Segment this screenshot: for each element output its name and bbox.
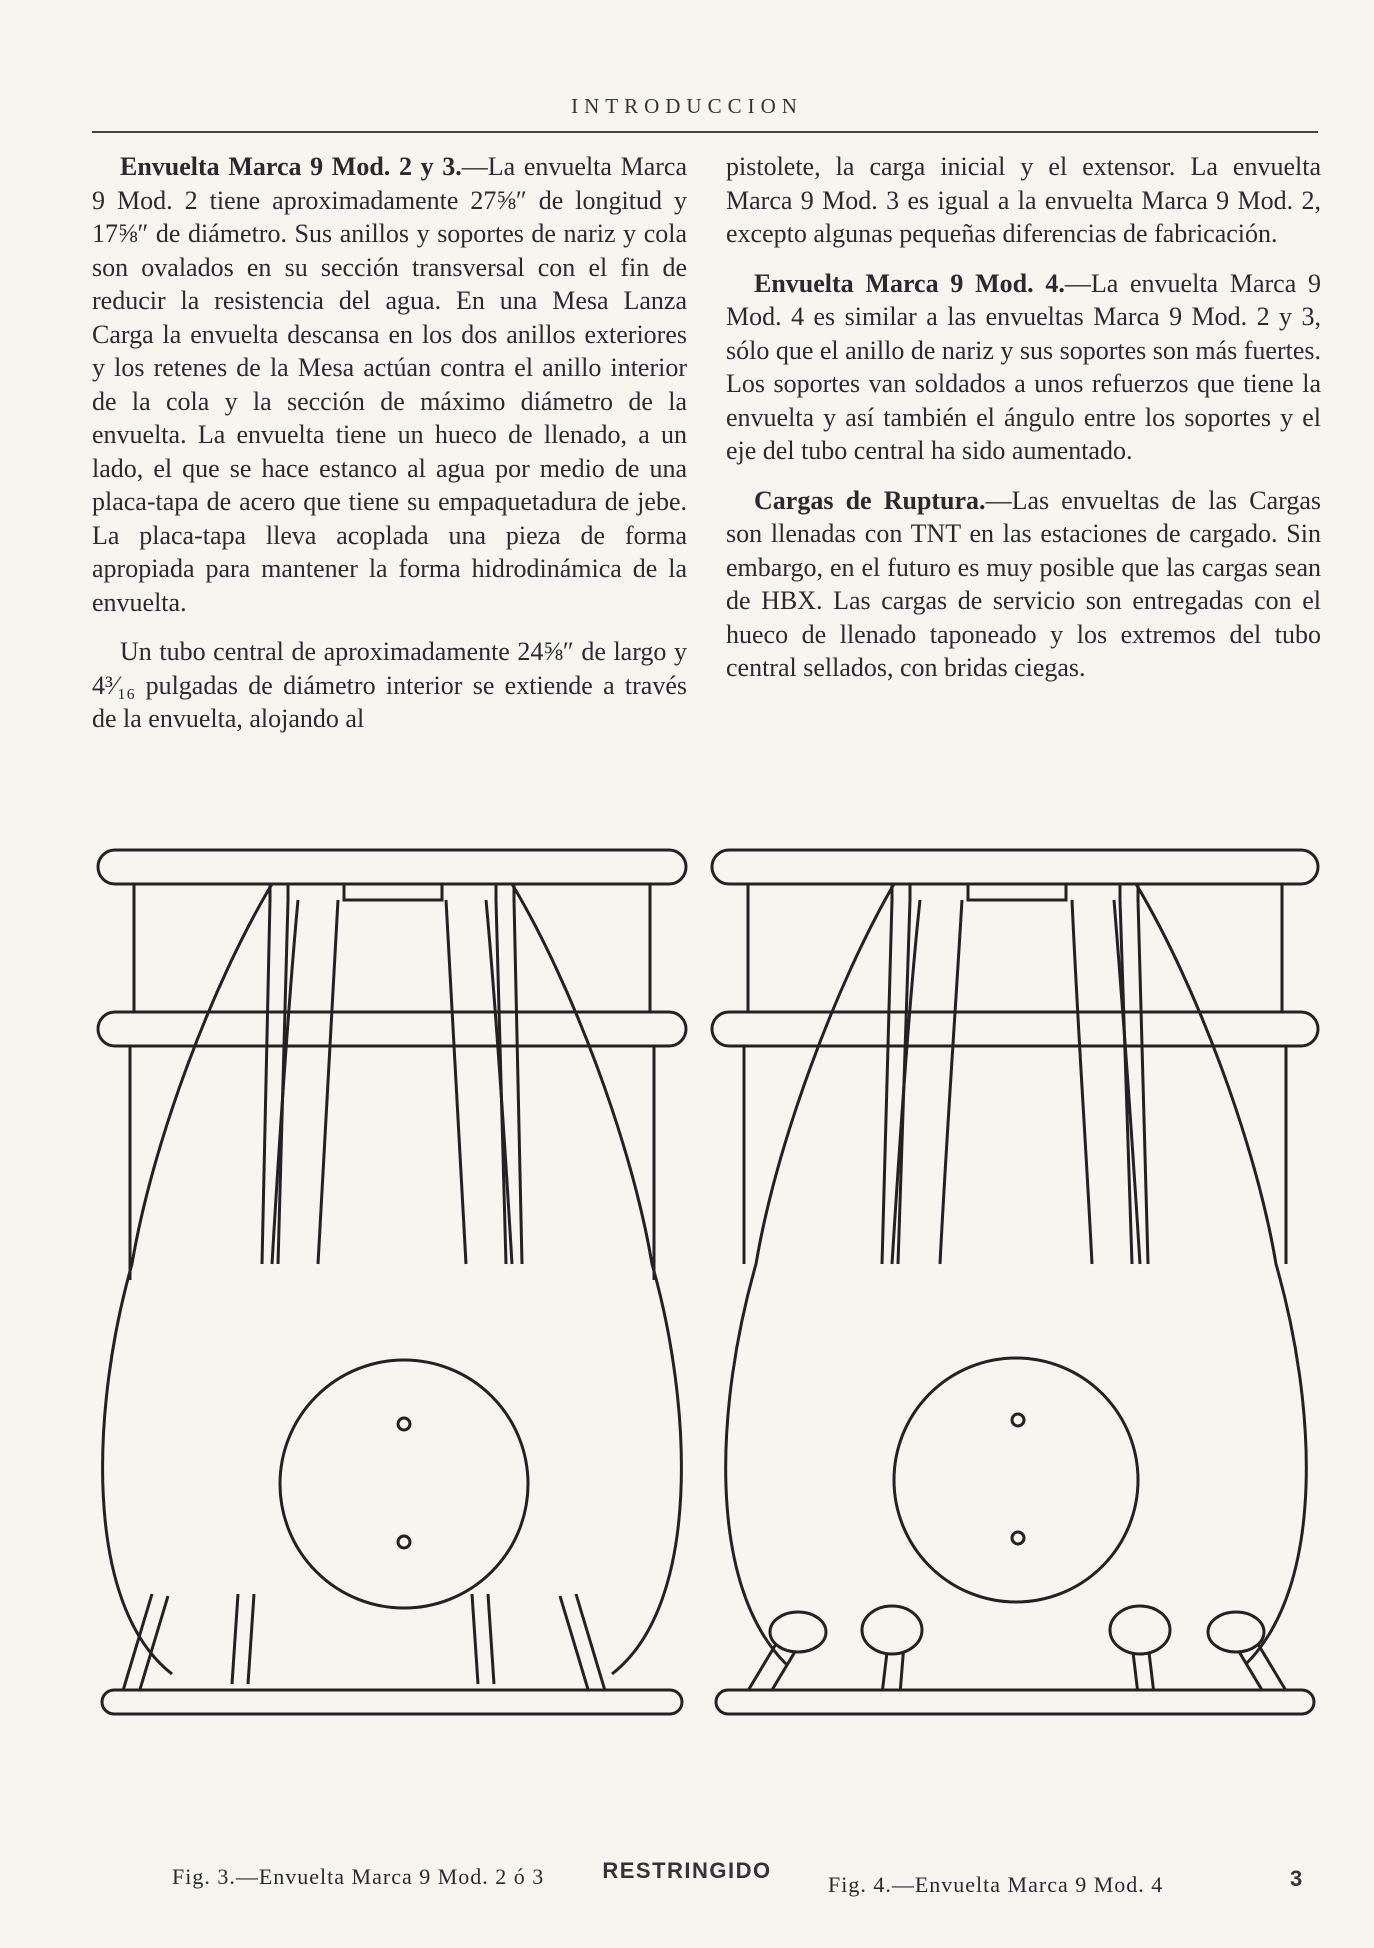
paragraph-tubo-central (92, 635, 687, 736)
paragraph-continuation (726, 150, 1321, 251)
paragraph-text: —Las envueltas de las Cargas son llenadas con TNT en las estaciones de cargado. Sin embargo, en el futuro es muy posible que las cargas sean de HBX. Las cargas de servicio son entregadas con el hueco de llenado taponeado y los extremos del tubo central sellados, con bridas ciegas. (726, 485, 1321, 682)
paragraph-mod2-3 (92, 150, 687, 619)
paragraph-text: —La envuelta Marca 9 Mod. 2 tiene aproximadamente 27⅝″ de longitud y 17⅝″ de diámetro. Sus anillos y soportes de nariz y cola son ovalados en su sección transversal con el fin de reducir la resistencia del agua. En una Mesa Lanza Carga la envuelta descansa en los dos anillos exteriores y los retenes de la Mesa actúan contra el anillo interior de la cola y la sección de máximo diámetro de la envuelta. La envuelta tiene un hueco de llenado, a un lado, el que se hace estanco al agua por medio de una placa-tapa de acero que tiene su empaquetadura de jebe. La placa-tapa lleva acoplada una pieza de forma apropiada para mantener la forma hidrodinámica de la envuelta. (92, 152, 687, 617)
section-title: Envuelta Marca 9 Mod. 4. (754, 268, 1065, 298)
figure-3-caption: Fig. 3.—Envuelta Marca 9 Mod. 2 ó 3 (172, 1864, 545, 1889)
right-column (726, 150, 1321, 701)
running-head: INTRODUCCION (571, 94, 803, 118)
page-number: 3 (1290, 1866, 1303, 1891)
figure-4-caption: Fig. 4.—Envuelta Marca 9 Mod. 4 (828, 1872, 1164, 1897)
figure-4-drawing (706, 844, 1324, 1734)
figure-3-drawing (92, 844, 692, 1734)
paragraph-mod4 (726, 267, 1321, 468)
classification-footer: RESTRINGIDO (602, 1858, 772, 1883)
paragraph-text: —La envuelta Marca 9 Mod. 4 es similar a las envueltas Marca 9 Mod. 2 y 3, sólo que el anillo de nariz y sus soportes son más fuertes. Los soportes van soldados a unos refuerzos que tiene la envuelta y así también el ángulo entre los soportes y el eje del tubo central ha sido aumentado. (726, 268, 1321, 465)
left-column (92, 150, 687, 752)
paragraph-text: Un tubo central de aproximadamente 24⅝″ de largo y 4³⁄₁₆ pulgadas de diámetro interior se extiende a través de la envuelta, alojando al (92, 637, 687, 733)
section-title: Cargas de Ruptura. (754, 485, 986, 515)
paragraph-text: pistolete, la carga inicial y el extensor. La envuelta Marca 9 Mod. 3 es igual a la envuelta Marca 9 Mod. 2, excepto algunas pequeñas diferencias de fabricación. (726, 152, 1321, 248)
header-rule (92, 131, 1318, 133)
section-title: Envuelta Marca 9 Mod. 2 y 3. (120, 152, 462, 181)
paragraph-cargas (726, 484, 1321, 685)
